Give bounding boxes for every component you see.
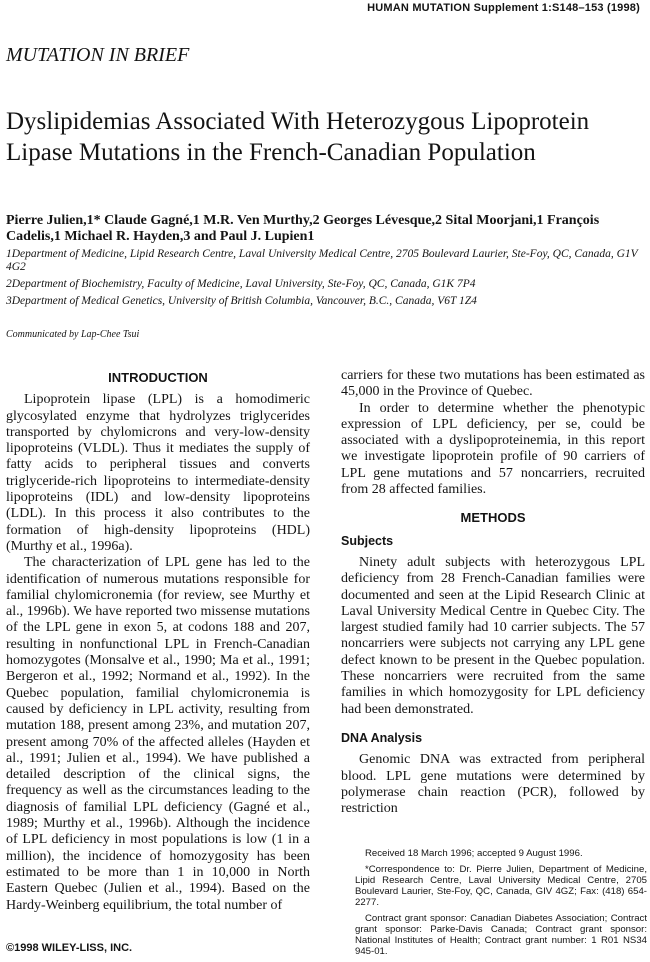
affiliation-1: 1Department of Medicine, Lipid Research Centre, Laval University Medical Centre, 2705 Boulevard Laurier, Ste-Foy, QC, Canada, G1V 4G2	[6, 248, 638, 273]
subjects-paragraph: Ninety adult subjects with heterozygous LPL deficiency from 28 French-Canadian families were documented and seen at the Lipid Research Clinic at Laval University Medical Centre in Quebec City. The largest studied family had 10 carrier subjects. The 57 noncarriers were subjects not carrying any LPL gene defect known to be present in the Quebec population. These noncarriers were recruited from the same families in which homozygosity for LPL deficiency had been demonstrated.	[341, 554, 645, 717]
correspondence-note: *Correspondence to: Dr. Pierre Julien, Department of Medicine, Lipid Research Centre, Laval University Medical Centre, 2705 Boulevard Laurier, Ste-Foy, QC, Canada, GIV 4GZ; Fax: (418) 654-2277.	[355, 864, 647, 908]
footnotes	[355, 848, 647, 962]
intro-paragraph-4: In order to determine whether the phenotypic expression of LPL deficiency, per se, could be associated with a dyslipoproteinemia, in this report we investigate lipoprotein profile of 90 carriers of LPL gene mutations and 57 noncarriers, recruited from 28 affected families.	[341, 400, 645, 498]
dna-analysis-paragraph: Genomic DNA was extracted from peripheral blood. LPL gene mutations were determined by polymerase chain reaction (PCR), followed by restriction	[341, 752, 645, 817]
right-column	[341, 368, 645, 817]
grant-note: Contract grant sponsor: Canadian Diabetes Association; Contract grant sponsor: Parke-Davis Canada; Contract grant sponsor: National Institutes of Health; Contract grant number: 1 R01 NS34 945-01.	[355, 913, 647, 957]
affiliation-2: 2Department of Biochemistry, Faculty of Medicine, Laval University, Ste-Foy, QC, Canada, G1K 7P4	[6, 278, 476, 290]
introduction-heading: INTRODUCTION	[108, 370, 208, 385]
running-head: HUMAN MUTATION Supplement 1:S148–153 (1998)	[367, 2, 640, 14]
section-label: MUTATION IN BRIEF	[6, 44, 190, 66]
copyright: ©1998 WILEY-LISS, INC.	[6, 942, 133, 954]
intro-paragraph-1: Lipoprotein lipase (LPL) is a homodimeric glycosylated enzyme that hydrolyzes triglycerides transported by chylomicrons and very-low-density lipoproteins (VLDL). Thus it mediates the supply of fatty acids to peripheral tissues and converts triglyceride-rich lipoproteins to intermediate-density lipoproteins (IDL) and low-density lipoproteins (LDL). In this process it also contributes to the formation of high-density lipoproteins (HDL) (Murthy et al., 1996a).	[6, 392, 310, 554]
dna-analysis-heading: DNA Analysis	[341, 730, 423, 745]
author-list: Pierre Julien,1* Claude Gagné,1 M.R. Ven Murthy,2 Georges Lévesque,2 Sital Moorjani,1 François Cadelis,1 Michael R. Hayden,3 and Paul J. Lupien1	[6, 213, 600, 244]
received-date: Received 18 March 1996; accepted 9 August 1996.	[365, 848, 583, 859]
intro-paragraph-2: The characterization of LPL gene has led to the identification of numerous mutations responsible for familial chylomicronemia (for review, see Murthy et al., 1996b). We have reported two missense mutations of the LPL gene in exon 5, at codons 188 and 207, resulting in nonfunctional LPL in French-Canadian homozygotes (Monsalve et al., 1990; Ma et al., 1991; Bergeron et al., 1992; Normand et al., 1992). In the Quebec population, familial chylomicronemia is caused by deficiency in LPL activity, resulting from mutation 188, present among 23%, and mutation 207, present among 70% of the affected alleles (Hayden et al., 1991; Julien et al., 1994). We have published a detailed description of the clinical signs, the frequency as well as the circumstances leading to the diagnosis of familial LPL deficiency (Gagné et al., 1989; Murthy et al., 1996b). Although the incidence of LPL deficiency in most populations is low (1 in a million), the incidence of homozygosity has been estimated to be more than 1 in 10,000 in North Eastern Quebec (Julien et al., 1994). Based on the Hardy-Weinberg equilibrium, the total number of	[6, 555, 310, 913]
intro-paragraph-3: carriers for these two mutations has been estimated as 45,000 in the Province of Quebec.	[341, 368, 645, 400]
left-column	[6, 368, 310, 914]
subjects-heading: Subjects	[341, 533, 394, 548]
methods-heading: METHODS	[460, 510, 526, 526]
affiliations	[6, 248, 644, 312]
affiliation-3: 3Department of Medical Genetics, University of British Columbia, Vancouver, B.C., Canada, V6T 1Z4	[6, 295, 477, 307]
communicated-by: Communicated by Lap-Chee Tsui	[6, 329, 140, 340]
article-title: Dyslipidemias Associated With Heterozygous Lipoprotein Lipase Mutations in the French-Canadian Population	[6, 108, 590, 166]
